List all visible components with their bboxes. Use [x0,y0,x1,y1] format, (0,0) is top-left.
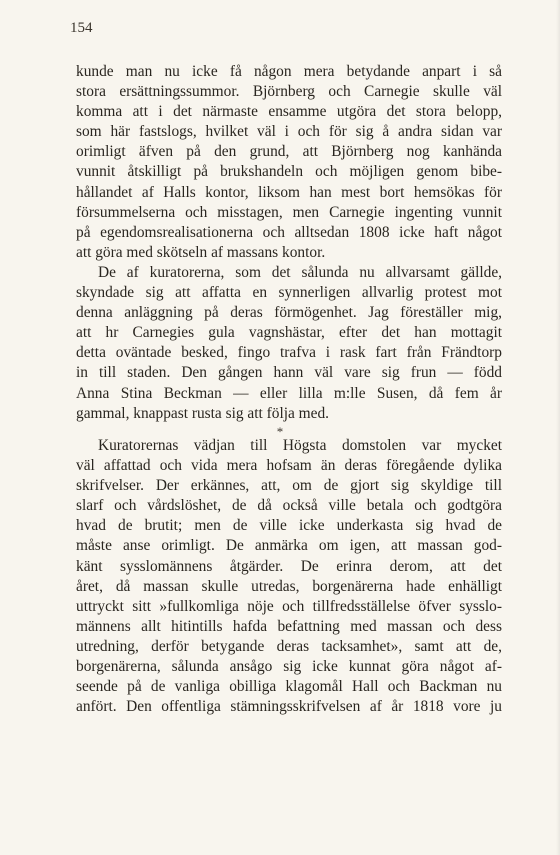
text-line: väl affattad och vida mera hofsam än deras föregående dylika [76,457,502,475]
text-line: att hr Carnegies gula vagnshästar, efter det han mottagit [76,324,502,342]
text-line: att göra med skötseln af massans kontor. [76,243,326,261]
paragraph [76,436,502,717]
text-line: uttryckt sitt »fullkomliga nöje och tillfredsställelse öfver sysslo- [76,597,502,615]
text-line: komma att i det närmaste ensamme utgöra det stora belopp, [76,103,502,121]
page-number: 154 [70,20,93,36]
text-line: stora ersättningssummor. Björnberg och Carnegie skulle väl [76,83,502,101]
text-block-lower [76,436,502,717]
paragraph [76,263,502,424]
text-line: som här fastslogs, hvilket väl i och för sig å andra sidan var [76,123,502,141]
text-block-upper [76,62,502,424]
text-line: seende på de vanliga obilliga klagomål Hall och Backman nu [76,678,502,696]
text-line: kunde man nu icke få någon mera betydande anpart i så [76,63,502,80]
text-line: orimligt äfven på den grund, att Björnberg nog kanhända [76,143,502,161]
text-line: känt sysslomännens åtgärder. De erinra derom, att det [76,557,502,575]
text-line: Kuratorernas vädjan till Högsta domstolen var mycket [98,437,502,454]
text-line: anfört. Den offentliga stämningsskrifvelsen af år 1818 vore ju [76,698,502,716]
text-line: utredning, derför betygande deras tacksamhet», samt att de, [76,637,502,655]
text-line: skyndade sig att affatta en synnerligen allvarlig protest mot [76,284,502,302]
text-line: året, då massan skulle utredas, borgenärerna hade enhälligt [76,577,502,595]
page-edge-shadow [556,0,560,855]
text-line: måste anse orimligt. De anmärka om igen, att massan god- [76,537,502,555]
text-line: hållandet af Halls kontor, liksom han mest bort hemsökas för [76,183,502,201]
text-line: detta oväntade besked, fingo trafva i rask fart från Frändtorp [76,344,502,362]
text-line: skrifvelser. Der erkännes, att, om de gjort sig skyldige till [76,477,502,495]
paragraph [76,62,502,263]
text-line: slarf och vårdslöshet, de då också ville betala och godtgöra [76,497,502,515]
text-line: männens allt hitintills hafda befattning med massan och dess [76,617,502,635]
text-line: gammal, knappast rusta sig att följa med. [76,404,330,422]
text-line: in till staden. Den gången hann väl vare sig frun — född [76,364,502,382]
text-line: på egendomsrealisationerna och alltsedan 1808 icke haft något [76,223,502,241]
text-line: denna anläggning på deras förmögenhet. Jag föreställer mig, [76,304,502,322]
text-line: Anna Stina Beckman — eller lilla m:lle Susen, då fem år [76,384,502,402]
text-line: vunnit åtskilligt på brukshandeln och möjligen genom bibe- [76,163,502,181]
section-separator: * [276,424,284,439]
text-line: De af kuratorerna, som det sålunda nu allvarsamt gällde, [98,263,502,281]
text-line: borgenärerna, sålunda ansågo sig icke kunnat göra något af- [76,658,502,676]
text-line: försummelserna och misstagen, men Carnegie ingenting vunnit [76,203,502,221]
text-line: hvad de brutit; men de ville icke underkasta sig hvad de [76,517,502,535]
